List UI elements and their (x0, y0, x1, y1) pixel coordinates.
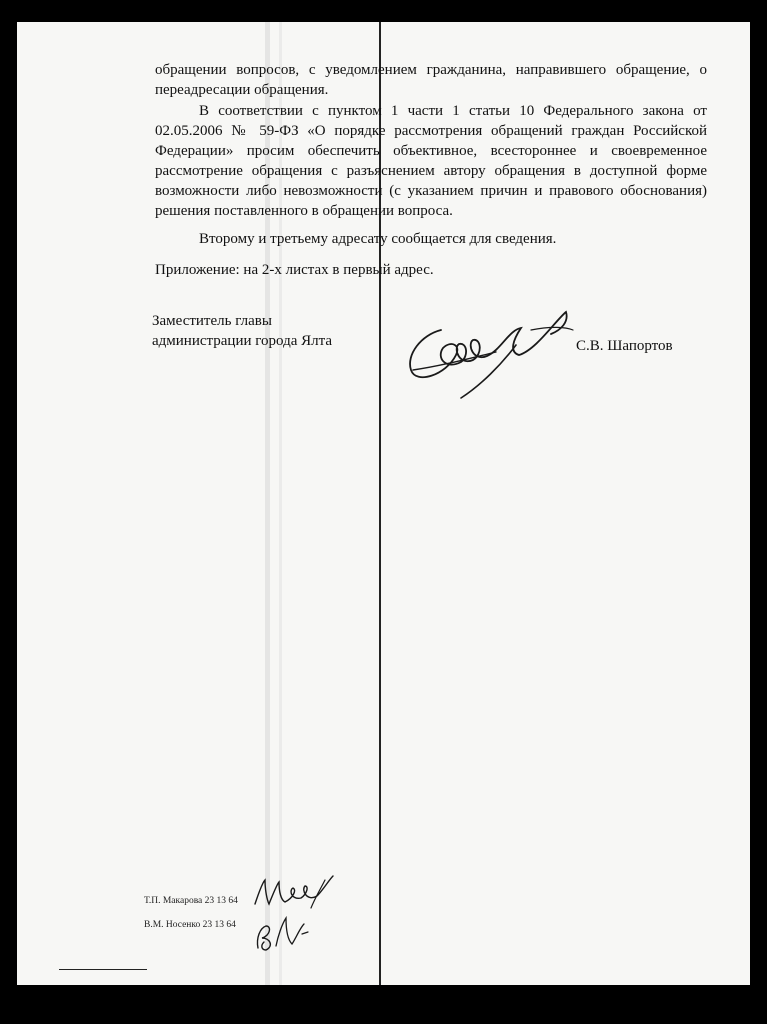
executor-initials-mark (249, 874, 337, 912)
document-page (17, 22, 750, 985)
signer-position (152, 311, 392, 351)
signer-position-line: Заместитель главы (152, 313, 272, 329)
executor-line: Т.П. Макарова 23 13 64 (144, 896, 238, 906)
signer-position-line: администрации города Ялта (152, 333, 333, 349)
paragraph-continuation: обращении вопросов, с уведомлением гражданина, направившего обращение, о переадресации обращения. (155, 62, 707, 98)
signer-name: С.В. Шапортов (576, 338, 673, 354)
handwritten-signature (401, 300, 576, 400)
paragraph-addressees: Второму и третьему адресату сообщается для сведения. (199, 231, 557, 247)
executor-initials-mark (252, 910, 310, 952)
attachment-note: Приложение: на 2-х листах в первый адрес. (155, 262, 434, 278)
executor-line: В.М. Носенко 23 13 64 (144, 920, 236, 930)
paragraph-law-reference: В соответствии с пунктом 1 части 1 статьи 10 Федерального закона от 02.05.2006 № 59-ФЗ «О порядке рассмотрения обращений граждан Российской Федерации» просим обеспечить объективное, всестороннее и своевременное рассмотрение обращения с разъяснением автору обращения в доступной форме возможности либо невозможности (с указанием причин и правового обоснования) решения поставленного в обращении вопроса. (155, 103, 707, 219)
bottom-rule (59, 969, 147, 970)
